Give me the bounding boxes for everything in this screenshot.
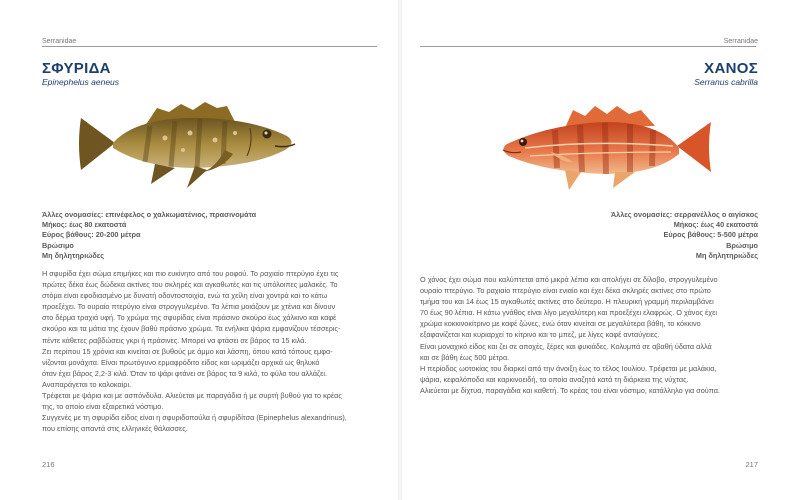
text-line: στο δέρμα τραχιά υφή. Το χρώμα της σφυρίδας είναι πράσινο σκούρο έως χάλκινο και καφέ	[42, 313, 337, 323]
text-line: που επίσης απαντά στις ελληνικές θάλασσες.	[42, 424, 188, 434]
text-line: σκούρο και τα μάτια της έχουν βαθύ πράσινο χρώμα. Τα ενήλικα ψάρια εμφανίζουν τέσσερις-	[42, 324, 341, 334]
text-line: τμήμα του και 14 έως 15 αγκαθωτές ακτίνες στο δεύτερο. Η πλευρική γραμμή περιλαμβάνει	[420, 297, 714, 307]
text-line: Ζει περίπου 15 χρόνια και κινείται σε βυθούς με άμμο και λάσπη, όπου κατά τόπους εμφα-	[42, 346, 333, 356]
fact-depth: Εύρος βάθους: 5-500 μέτρα	[663, 230, 758, 240]
right-page	[400, 0, 800, 500]
text-line: της, το οποίο είναι εξαιρετικά νόστιμο.	[42, 402, 164, 412]
fact-length: Μήκος: έως 40 εκατοστά	[673, 220, 758, 230]
text-line: εξαφανίζεται και κυριαρχεί το κίτρινο και το μπεζ, με λίγες καφέ ανταύγειες.	[420, 330, 660, 340]
description-text	[420, 274, 758, 396]
scientific-name: Serranus cabrilla	[694, 77, 758, 87]
text-line: πρώτες δέκα έως δώδεκα ακτίνες του σκληρές και αγκαθωτές και τις υπόλοιπες μαλακές. Το	[42, 280, 338, 290]
text-line: ουραίο πτερύγιο. Το ραχιαίο πτερύγιο είναι ενιαίο και έχει δέκα σκληρές ακτίνες στο πρώτο	[420, 286, 711, 296]
page-number: 216	[42, 460, 55, 469]
text-line: Τρέφεται με ψάρια και με ασπόνδυλα. Αλιεύεται με παραγάδια ή με συρτή βυθού για το κρέας	[42, 391, 342, 401]
comber-illustration	[495, 100, 715, 195]
text-line: Αλιεύεται με δίχτυα, παραγάδια και καθετή. Το κρέας του είναι νόστιμο, κατάλληλο για σούπα.	[420, 385, 720, 395]
fact-edible: Βρώσιμο	[726, 240, 758, 250]
scientific-name: Epinephelus aeneus	[42, 77, 120, 87]
running-head: Serranidae	[42, 38, 77, 45]
text-line: χρώμα κοκκινοκίτρινο με καφέ ζώνες, ενώ όταν κινείται σε μεγαλύτερα βάθη, το κόκκινο	[420, 319, 701, 329]
description-text	[42, 268, 362, 434]
fact-depth: Εύρος βάθους: 20-200 μέτρα	[42, 230, 141, 240]
fact-length: Μήκος: έως 80 εκατοστά	[42, 220, 127, 230]
text-line: Η περίοδος ωοτοκίας του διαρκεί από την άνοιξη έως το τέλος Ιουλίου. Τρέφεται με μαλάκια,	[420, 363, 717, 373]
species-facts	[42, 210, 256, 261]
text-line: Ο χάνος έχει σώμα που καλύπτεται από μικρά λέπια και απολήγει σε δίλοβο, στρογγυλεμένο	[420, 275, 718, 284]
text-line: ψάρια, κεφαλόποδα και καρκινοειδή, τα οποία αναζητά κατά τη διάρκεια της νύχτας.	[420, 374, 689, 384]
fact-nonvenomous: Μη δηλητηριώδες	[695, 250, 758, 260]
text-line: όταν έχει βάρος 2,2-3 κιλά. Όταν το ψάρι φτάνει σε βάρος τα 9 κιλά, το φύλο του αλλάζει.	[42, 368, 328, 378]
grouper-illustration	[75, 88, 305, 198]
text-line: πέντε κάθετες ραβδώσεις γκρι ή πράσινες. Μπορεί να φτάσει σε βάρος τα 15 κιλά.	[42, 335, 307, 345]
header-rule	[420, 46, 756, 47]
running-head: Serranidae	[723, 38, 758, 45]
fact-other-names: Άλλες ονομασίες: επινέφελος ο χαλκωματένιος, πρασινομάτα	[42, 210, 257, 219]
text-line: και σε βάθη έως 500 μέτρα.	[420, 352, 510, 362]
fact-nonvenomous: Μη δηλητηριώδες	[42, 250, 105, 260]
fact-other-names: Άλλες ονομασίες: σερρανέλλος ο αιγίσκος	[610, 210, 758, 219]
text-line: προεξέχει. Το ουραίο πτερύγιο είναι στρογγυλεμένο. Τα λέπια μοιάζουν με χτένια και δίνουν	[42, 302, 336, 312]
text-line: νίζονται μονάχιτα. Είναι πρωτόγυνο ερμαφρόδιτο είδος και ωριμάζει αρχικά ως θηλυκό	[42, 357, 320, 367]
page-number: 217	[745, 460, 758, 469]
species-title: ΣΦΥΡΙΔΑ	[42, 60, 111, 77]
text-line: Συγγενές με τη σφυρίδα είδος είναι η σφυριδοπούλα ή σφυρίδίτσα (Epinephelus alexandrinus),	[42, 413, 347, 423]
species-title: ΧΑΝΟΣ	[704, 60, 758, 77]
fact-edible: Βρώσιμο	[42, 240, 74, 250]
text-line: στόμα είναι εφοδιασμένο με δυνατή οδοντοστοιχία, ενώ τα χείλη είναι χοντρά και το κάτω	[42, 291, 328, 301]
text-line: Η σφυρίδα έχει σώμα επιμήκες και πιο ευκίνητο από του ροφού. Το ραχιαίο πτερύγιο έχει τις	[42, 269, 339, 278]
species-facts	[611, 210, 758, 261]
text-line: Είναι μοναχικό είδος και ζει σε αποχές, ξέρες και φυκιάδες. Κολυμπά σε αβαθή ύδατα αλλά	[420, 341, 712, 351]
header-rule	[42, 46, 377, 47]
text-line: 70 έως 90 λέπια. Η κάτω γνάθος είναι λίγο μεγαλύτερη και προεξέχει ελαφρώς. Ο χάνος έχει	[420, 308, 718, 318]
text-line: Αναπαράγεται το καλοκαίρι.	[42, 379, 132, 389]
